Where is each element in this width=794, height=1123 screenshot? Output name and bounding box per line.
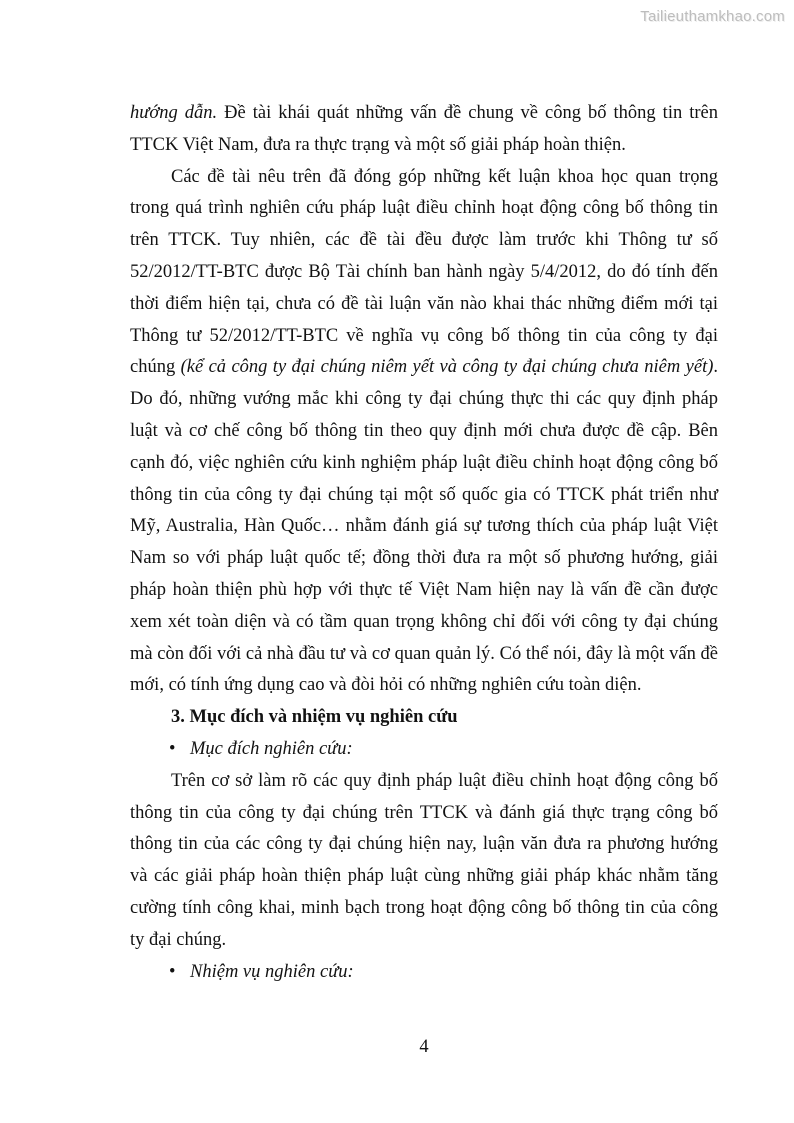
text-segment: hướng dẫn. bbox=[130, 103, 218, 123]
paragraph bbox=[130, 98, 718, 162]
text-segment: . Do đó, những vướng mắc khi công ty đại chúng thực thi các quy định pháp luật và cơ chế công bố thông tin theo quy định mới chưa được đề cập. Bên cạnh đó, việc nghiên cứu kinh nghiệm pháp luật điều chỉnh hoạt động công bố thông tin của công ty đại chúng tại một số quốc gia có TTCK phát triển như Mỹ, Australia, Hàn Quốc… nhằm đánh giá sự tương thích của pháp luật Việt Nam so với pháp luật quốc tế; đồng thời đưa ra một số phương hướng, giải pháp hoàn thiện phù hợp với thực tế Việt Nam hiện nay là vấn đề cần được xem xét toàn diện và có tầm quan trọng không chỉ đối với công ty đại chúng mà còn đối với cả nhà đầu tư và cơ quan quản lý. Có thể nói, đây là một vấn đề mới, có tính ứng dụng cao và đòi hỏi có những nghiên cứu toàn diện. bbox=[130, 357, 718, 696]
bullet-icon: • bbox=[169, 738, 176, 759]
document-body bbox=[130, 98, 718, 988]
text-segment: Mục đích nghiên cứu: bbox=[190, 738, 353, 759]
paragraph bbox=[130, 766, 718, 957]
bullet-item bbox=[130, 957, 718, 989]
page-number: 4 bbox=[419, 1037, 429, 1057]
bullet-icon: • bbox=[169, 961, 176, 982]
text-segment: Các đề tài nêu trên đã đóng góp những kết luận khoa học quan trọng trong quá trình nghiên cứu pháp luật điều chỉnh hoạt động công bố thông tin trên TTCK. Tuy nhiên, các đề tài đều được làm trước khi Thông tư số 52/2012/TT-BTC được Bộ Tài chính ban hành ngày 5/4/2012, do đó tính đến thời điểm hiện tại, chưa có đề tài luận văn nào khai thác những điểm mới tại Thông tư 52/2012/TT-BTC về nghĩa vụ công bố thông tin của công ty đại chúng bbox=[130, 166, 718, 378]
text-segment: Trên cơ sở làm rõ các quy định pháp luật điều chỉnh hoạt động công bố thông tin của công ty đại chúng trên TTCK và đánh giá thực trạng công bố thông tin của các công ty đại chúng hiện nay, luận văn đưa ra phương hướng và các giải pháp hoàn thiện pháp luật cùng những giải pháp khác nhằm tăng cường tính công khai, minh bạch trong hoạt động công bố thông tin của công ty đại chúng. bbox=[130, 770, 718, 950]
section-heading bbox=[130, 702, 718, 734]
paragraph bbox=[130, 162, 718, 703]
watermark: Tailieuthamkhao.com bbox=[640, 8, 785, 25]
text-segment: 3. Mục đích và nhiệm vụ nghiên cứu bbox=[171, 707, 458, 728]
text-segment: Đề tài khái quát những vấn đề chung về công bố thông tin trên TTCK Việt Nam, đưa ra thực trạng và một số giải pháp hoàn thiện. bbox=[130, 103, 719, 155]
text-segment: Nhiệm vụ nghiên cứu: bbox=[190, 961, 354, 982]
bullet-item bbox=[130, 734, 718, 766]
text-segment: (kể cả công ty đại chúng niêm yết và công ty đại chúng chưa niêm yết) bbox=[180, 357, 714, 378]
